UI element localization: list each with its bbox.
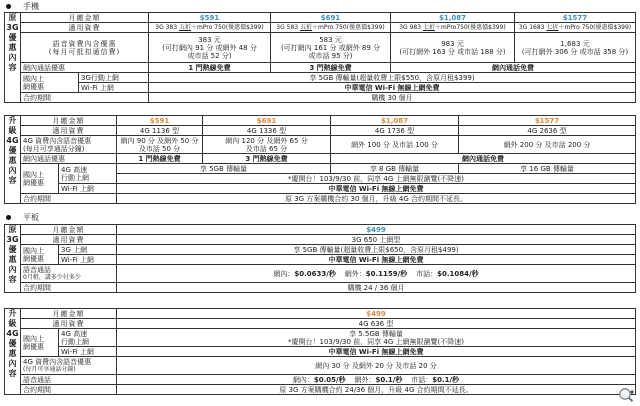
row-label: 合約期間: [21, 194, 117, 204]
row-label: 國內上 網優惠: [21, 73, 79, 93]
row-label: 月繳金額: [21, 309, 117, 319]
price-cell: $1577: [459, 116, 636, 126]
row-label: 月繳金額: [21, 225, 117, 235]
data-cell: 享 5GB 傳輸量(超量收費上限$650，含原月租$499): [117, 245, 636, 255]
table-phone-4g: [4, 115, 636, 204]
row-label: 4G 資費內含語音優惠 (每月可享通話分鐘): [21, 357, 117, 375]
data-cell: 享 8 GB 傳輸量: [331, 164, 459, 174]
data-promo-cell: *慶開台！103/9/30 前，同享 4G 上網無限瀏覽(不降速): [117, 174, 636, 184]
plan-cell: 3G 383 五折＋mPro 750(優惠價$399): [149, 23, 271, 33]
plan-cell: 4G 636 型: [117, 319, 636, 329]
price-cell: $499: [117, 225, 636, 235]
price-cell: $591: [117, 116, 203, 126]
contract-cell: 購機 24 / 36 個月: [117, 283, 636, 293]
wifi-cell: 中華電信 Wi-Fi 無線上網免費: [117, 184, 636, 194]
voice-incl-cell: 網內 30 分 及網外 20 分 及市話 20 分: [117, 357, 636, 375]
side-label: 升級4G優惠內容: [5, 116, 21, 204]
price-cell: $1,087: [331, 116, 459, 126]
row-label: 4G 高速 行動上網: [59, 164, 117, 184]
row-label: 國內上 網優惠: [21, 164, 59, 194]
side-label: 原3G優惠內容: [5, 13, 21, 103]
plan-cell: 3G 1683 七折＋mPro 750(優惠價$399): [515, 23, 636, 33]
wifi-cell: 中華電信 Wi-Fi 無線上網免費: [117, 347, 636, 357]
onnet-cell: 網內通話免費: [391, 63, 636, 73]
onnet-cell: 3 門熱線免費: [271, 63, 391, 73]
wifi-cell: 中華電信 Wi-Fi 無線上網免費: [149, 83, 636, 93]
row-label: 適用資費: [21, 235, 117, 245]
data-cell: 享 5.5GB 傳輸量 *慶開台！103/9/30 前，同享 4G 上網無限瀏覽(不降速): [117, 329, 636, 347]
onnet-cell: 網內通話免費: [331, 154, 636, 164]
row-label: 4G 資費內含語音優惠 (每月可享通話分鐘): [21, 136, 117, 154]
contract-cell: 原 3G 方案購機合約 24/36 個月，升級 4G 合約期間不延長。: [117, 385, 636, 395]
side-label: 原3G優惠內容: [5, 225, 21, 293]
row-label: 適用資費: [21, 23, 149, 33]
row-label: 適用資費: [21, 319, 117, 329]
plan-cell: 3G 983 七折＋mPro750(優惠價$399): [391, 23, 515, 33]
row-label: 4G 高速 行動上網: [59, 329, 117, 347]
row-label: 語音通話 0月租，講多少付多少: [21, 265, 117, 283]
price-cell: $1577: [515, 13, 636, 23]
price-cell: $591: [149, 13, 271, 23]
row-label: 合約期間: [21, 385, 117, 395]
row-label: 3G 上網: [59, 245, 117, 255]
row-label: 月繳金額: [21, 116, 117, 126]
plan-cell: 4G 1336 型: [203, 126, 331, 136]
plan-cell: 4G 2636 型: [459, 126, 636, 136]
row-label: 網內通話優惠: [21, 154, 117, 164]
onnet-cell: 1 門熱線免費: [149, 63, 271, 73]
row-label: 月繳金額: [21, 13, 149, 23]
voice-cell: 1,683 元 (可打網外 306 分 或市話 358 分): [515, 33, 636, 63]
row-label: 適用資費: [21, 126, 117, 136]
voice-cell: 網外 100 分 及市話 100 分: [331, 136, 459, 154]
table-phone-3g: [4, 12, 636, 103]
row-label: 合約期間: [21, 283, 117, 293]
row-label: 國內上 網優惠: [21, 245, 59, 265]
onnet-cell: 1 門熱線免費: [117, 154, 203, 164]
price-cell: $499: [117, 309, 636, 319]
voice-cell: 383 元 (可打網內 91 分 或網外 48 分 或市話 52 分): [149, 33, 271, 63]
plan-cell: 4G 1736 型: [331, 126, 459, 136]
voice-cell: 網內 90 分 及網外 50 分 及市話 50 分: [117, 136, 203, 154]
data-cell: 享 5GB 傳輸量: [117, 164, 331, 174]
wifi-cell: 中華電信 Wi-Fi 無線上網免費: [117, 255, 636, 265]
section-title-text: 手機: [23, 2, 39, 11]
side-label: 升級4G優惠內容: [5, 309, 21, 395]
section-title-text: 平板: [23, 213, 39, 222]
row-label: Wi-Fi 上網: [59, 347, 117, 357]
plan-cell: 3G 650 上網型: [117, 235, 636, 245]
voice-rate-cell: 網內：$0.05/秒 網外：$0.1/秒 市話：$0.1/秒: [117, 375, 636, 385]
phone-section-title: [6, 1, 39, 12]
data-cell: 享 16 GB 傳輸量: [459, 164, 636, 174]
voice-cell: 583 元 (可打網內 161 分 或網外 89 分 或市話 95 分): [271, 33, 391, 63]
tablet-section-title: [6, 212, 39, 223]
voice-cell: 983 元 (可打網外 163 分 或市話 188 分): [391, 33, 515, 63]
row-label: 網內通話優惠: [21, 63, 149, 73]
row-label: 3G行動上網: [79, 73, 149, 83]
plan-cell: 4G 1136 型: [117, 126, 203, 136]
contract-cell: 購機 30 個月: [149, 93, 636, 103]
onnet-cell: 3 門熱線免費: [203, 154, 331, 164]
row-label: Wi-Fi 上網: [59, 255, 117, 265]
row-label: Wi-Fi 上網: [59, 184, 117, 194]
price-cell: $691: [271, 13, 391, 23]
magnifier-plus-icon[interactable]: [618, 387, 636, 403]
bullet-icon: [6, 215, 11, 220]
row-label: 語音通話: [21, 375, 117, 385]
bullet-icon: [6, 4, 11, 9]
row-label: 國內上 網優惠: [21, 329, 59, 357]
voice-rate-cell: 網內：$0.0633/秒 網外：$0.1159/秒 市話：$0.1084/秒: [117, 265, 636, 283]
price-cell: $691: [203, 116, 331, 126]
price-cell: $1,087: [391, 13, 515, 23]
voice-cell: 網內 120 分 及網外 65 分 及市話 65 分: [203, 136, 331, 154]
voice-cell: 網外 200 分 及市話 200 分: [459, 136, 636, 154]
row-label: 語音資費內含優惠 (每月可抵扣通信費): [21, 33, 149, 63]
plan-cell: 3G 583 五折＋mPro 750(優惠價$399): [271, 23, 391, 33]
data-cell: 享 5GB 傳輸量(超量收費上限$550，含原月租$399): [149, 73, 636, 83]
table-tablet-4g: [4, 308, 636, 395]
table-tablet-3g: [4, 224, 636, 293]
contract-cell: 原 3G 方案購機合約 30 個月，升級 4G 合約期間不延長。: [117, 194, 636, 204]
row-label: Wi-Fi 上網: [79, 83, 149, 93]
row-label: 合約期間: [21, 93, 149, 103]
